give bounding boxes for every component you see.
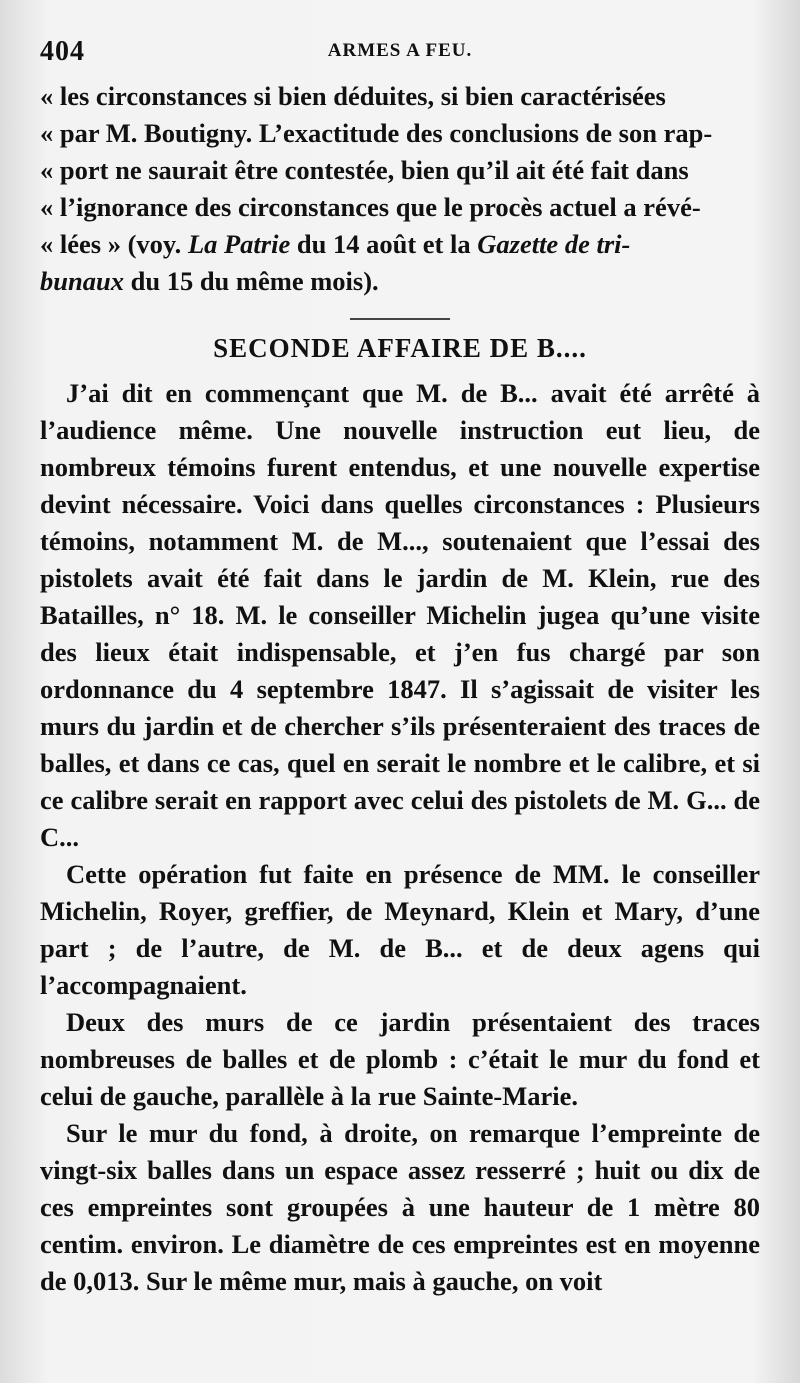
section-title: SECONDE AFFAIRE DE B.... xyxy=(213,333,587,363)
paragraph: J’ai dit en commençant que M. de B... avait été arrêté à l’audience même. Une nouvelle instruction eut lieu, de nombreux témoins furent entendus, et une nouvelle expertise devint nécessaire. Voici dans quelles circonstances : Plusieurs témoins, notamment M. de M..., soutenaient que l’essai des pistolets avait été fait dans le jardin de M. Klein, rue des Batailles, n° 18. M. le conseiller Michelin jugea qu’une visite des lieux était indispensable, et j’en fus chargé par son ordonnance du 4 septembre 1847. Il s’agissait de visiter les murs du jardin et de chercher s’ils présenteraient des traces de balles, et dans ce cas, quel en serait le nombre et le calibre, et si ce calibre serait en rapport avec celui des pistolets de M. G... de C... xyxy=(40,378,760,852)
paragraph: Deux des murs de ce jardin présentaient des traces nombreuses de balles et de plomb : c’était le mur du fond et celui de gauche, parallèle à la rue Sainte-Marie. xyxy=(40,1007,760,1111)
section-separator xyxy=(350,318,450,320)
quote-text: « lées » (voy. xyxy=(40,229,188,259)
quote-line: « les circonstances si bien déduites, si bien caractérisées xyxy=(40,81,666,111)
page-body xyxy=(40,78,760,1300)
running-title: ARMES A FEU. xyxy=(327,40,473,61)
quote-text: du 15 du même mois). xyxy=(123,266,379,296)
quote-line: « par M. Boutigny. L’exactitude des conclusions de son rap- xyxy=(40,118,713,148)
page-number: 404 xyxy=(40,36,85,67)
quote-text: du 14 août et la xyxy=(290,229,478,259)
publication-title-patrie: La Patrie xyxy=(187,229,291,259)
quote-line: « l’ignorance des circonstances que le procès actuel a révé- xyxy=(40,192,701,222)
paragraph: Cette opération fut faite en présence de MM. le conseiller Michelin, Royer, greffier, de Meynard, Klein et Mary, d’une part ; de l’autre, de M. de B... et de deux agens qui l’accompagnaient. xyxy=(40,859,760,1000)
publication-title-gazette-cont: bunaux xyxy=(40,266,124,296)
quote-line xyxy=(40,263,760,300)
quote-line: « port ne saurait être contestée, bien qu’il ait été fait dans xyxy=(40,155,689,185)
quote-line xyxy=(40,226,760,263)
paragraph: Sur le mur du fond, à droite, on remarque l’empreinte de vingt-six balles dans un espace assez resserré ; huit ou dix de ces empreintes sont groupées à une hauteur de 1 mètre 80 centim. environ. Le diamètre de ces empreintes est en moyenne de 0,013. Sur le même mur, mais à gauche, on voit xyxy=(40,1118,760,1296)
publication-title-gazette: Gazette de tri- xyxy=(477,229,631,259)
page-header xyxy=(40,30,760,70)
